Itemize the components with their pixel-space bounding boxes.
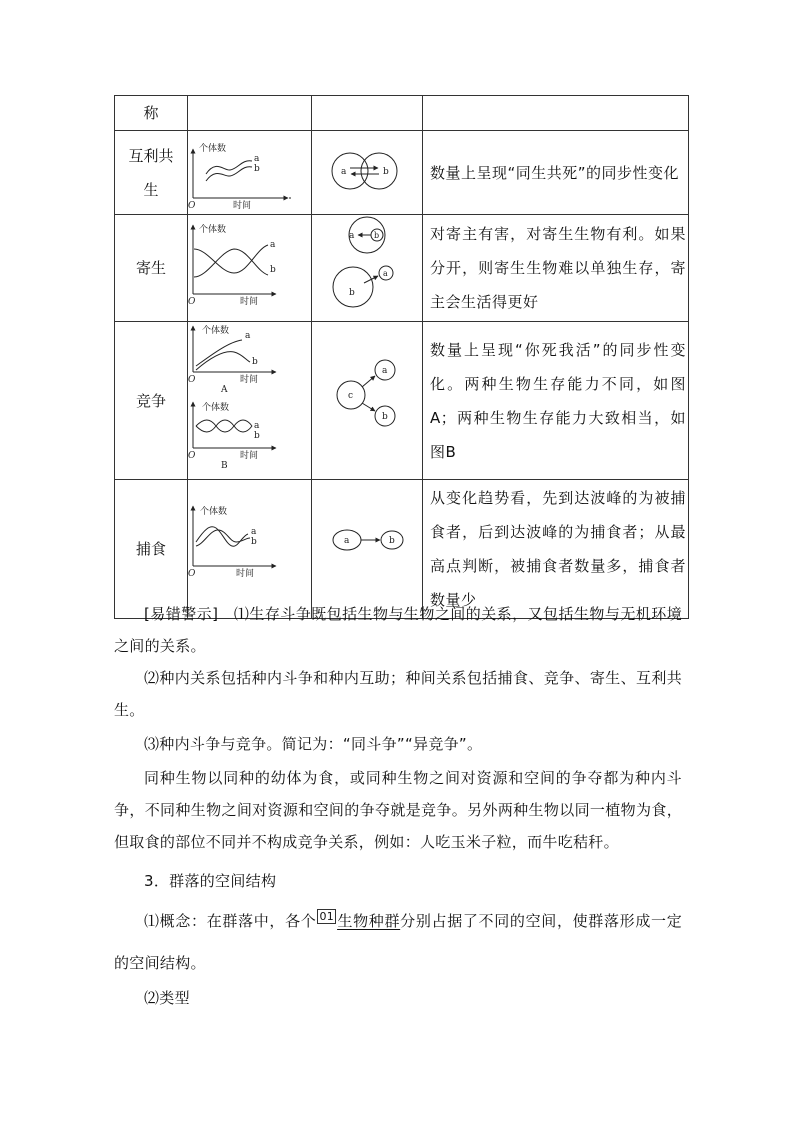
graph-label-B: B — [221, 461, 228, 471]
concept-answer: 生物种群 — [337, 912, 401, 930]
node-b-host: b — [349, 288, 355, 298]
series-label-a: a — [245, 331, 251, 341]
node-a-small: a — [383, 269, 388, 278]
relationship-diagram — [312, 215, 423, 322]
concept-text-before: ⑴概念：在群落中，各个 — [144, 912, 317, 930]
x-axis-label: 时间 — [240, 451, 259, 461]
table-header-row — [115, 96, 689, 131]
section-title: 3．群落的空间结构 — [144, 872, 277, 890]
series-label-b: b — [252, 357, 258, 367]
relationship-diagram — [312, 322, 423, 480]
origin-label: O — [188, 201, 196, 210]
table-row-parasitism — [115, 215, 689, 322]
blank-number-box: 01 — [319, 910, 335, 923]
origin-label: O — [188, 569, 196, 579]
series-label-a: a — [254, 154, 260, 164]
relation-name — [115, 131, 188, 215]
population-graph — [188, 215, 312, 322]
series-label-a: a — [270, 240, 276, 250]
types-heading: ⑵类型 — [144, 989, 190, 1007]
population-graph — [188, 322, 312, 480]
header-curve-cell — [188, 96, 312, 131]
node-a: a — [344, 536, 350, 546]
node-b: b — [382, 412, 388, 422]
origin-label: O — [188, 297, 196, 307]
series-label-b: b — [254, 431, 260, 441]
series-label-b: b — [251, 537, 257, 547]
paragraph-2: ⑵种内关系包括种内斗争和种内互助；种间关系包括捕食、竞争、寄生、互利共生。 — [114, 669, 682, 719]
node-b: b — [383, 167, 389, 177]
series-label-a: a — [251, 527, 257, 537]
y-axis-label: 个体数 — [202, 403, 230, 413]
x-axis-label: 时间 — [240, 375, 259, 385]
relation-name: 寄生 — [115, 215, 188, 322]
relation-name-line2: 生 — [143, 180, 159, 199]
series-label-b: b — [254, 164, 260, 174]
relation-name: 捕食 — [115, 480, 188, 619]
warning-paragraph: [易错警示] ⑴生存斗争既包括生物与生物之间的关系，又包括生物与无机环境之间的关系。 — [114, 605, 682, 655]
node-a: a — [349, 231, 355, 241]
feature-text: 对寄主有害，对寄生生物有利。如果分开，则寄生生物难以单独生存，寄主会生活得更好 — [423, 215, 689, 322]
concept-text-after: 分别占据了不同的空间，使群落形成一定的空间结构。 — [114, 912, 682, 972]
origin-label: O — [188, 375, 196, 385]
node-c: c — [348, 391, 354, 401]
header-diagram-cell — [312, 96, 423, 131]
origin-label: O — [188, 451, 196, 461]
feature-text: 数量上呈现“你死我活”的同步性变化。两种生物生存能力不同，如图A；两种生物生存能力大致相当，如图B — [423, 322, 689, 480]
relation-name-line1: 互利共 — [128, 146, 174, 165]
feature-text: 数量上呈现“同生共死”的同步性变化 — [423, 131, 689, 215]
relationship-diagram — [312, 131, 423, 215]
table-row-competition — [115, 322, 689, 480]
paragraph-4: 同种生物以同种的幼体为食，或同种生物之间对资源和空间的争夺都为种内斗争，不同种生物之间对资源和空间的争夺就是竞争。另外两种生物以同一植物为食，但取食的部位不同并不构成竞争关系，例如：人吃玉米子粒，而牛吃秸秆。 — [114, 769, 682, 851]
y-axis-label: 个体数 — [199, 225, 227, 235]
x-axis-label: 时间 — [233, 201, 252, 210]
feature-text: 从变化趋势看，先到达波峰的为被捕食者，后到达波峰的为捕食者；从最高点判断，被捕食者数量多，捕食者数量少 — [423, 480, 689, 619]
concept-paragraph — [114, 900, 682, 984]
node-b: b — [389, 536, 395, 546]
relationship-table — [114, 95, 689, 619]
y-axis-label: 个体数 — [200, 507, 228, 517]
y-axis-label: 个体数 — [199, 144, 227, 154]
node-a: a — [382, 366, 388, 376]
population-graph — [188, 131, 312, 215]
node-b: b — [374, 231, 380, 240]
series-label-a: a — [254, 421, 260, 431]
graph-label-A: A — [221, 385, 228, 395]
paragraph-3: ⑶种内斗争与竞争。简记为：“同斗争”“异竞争”。 — [144, 735, 483, 753]
table-row-mutualism — [115, 131, 689, 215]
relation-name: 竞争 — [115, 322, 188, 480]
x-axis-label: 时间 — [240, 297, 259, 307]
header-cell: 称 — [115, 96, 188, 131]
node-a: a — [341, 167, 347, 177]
header-feature-cell — [423, 96, 689, 131]
x-axis-label: 时间 — [236, 569, 255, 579]
y-axis-label: 个体数 — [202, 326, 230, 336]
series-label-b: b — [270, 265, 276, 275]
